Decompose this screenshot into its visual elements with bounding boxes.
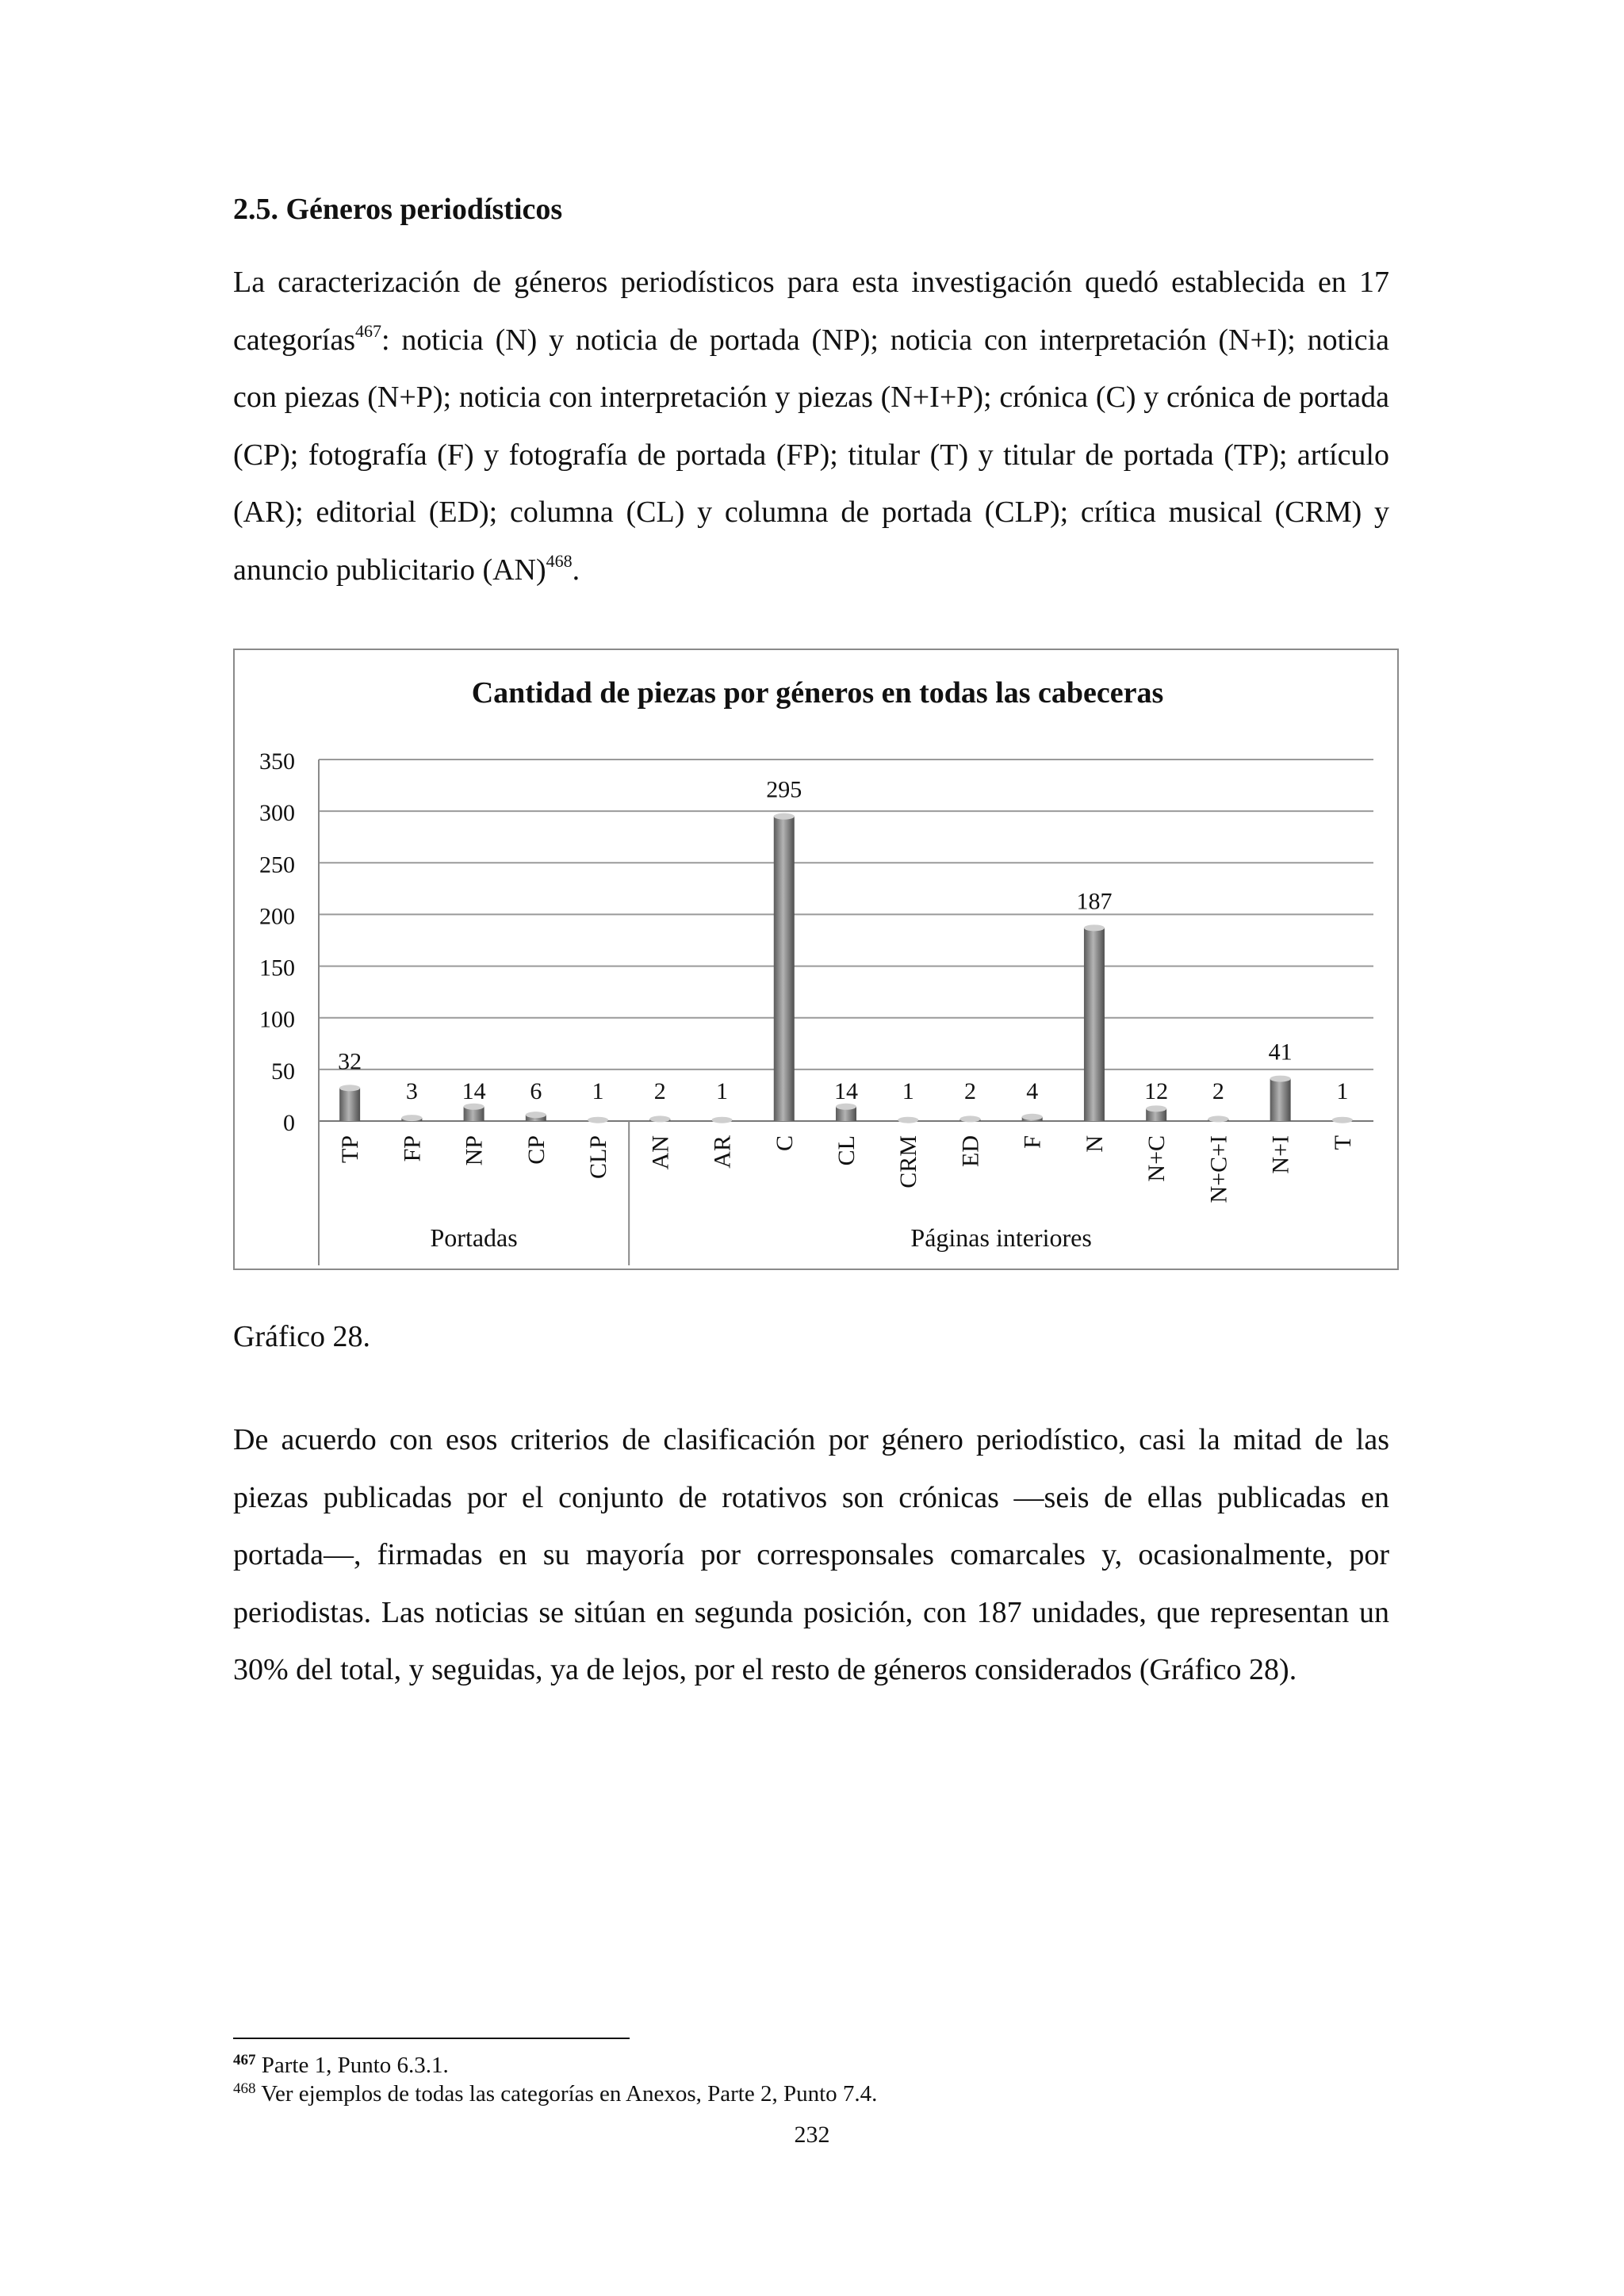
y-tick-label: 150: [259, 955, 295, 982]
footnote-number: 468: [233, 2080, 256, 2097]
category-label: N+I: [1267, 1135, 1294, 1174]
category-label: T: [1329, 1135, 1356, 1150]
data-label: 14: [462, 1078, 486, 1104]
category-label: ED: [957, 1135, 984, 1167]
bar-TP: [339, 1088, 360, 1121]
bar-chart-svg: [235, 650, 1400, 1272]
bar-cap: [588, 1117, 608, 1123]
data-label: 1: [592, 1078, 604, 1104]
category-label: N+C: [1143, 1135, 1170, 1182]
bar-N+I: [1270, 1079, 1291, 1121]
y-tick-label: 200: [259, 903, 295, 930]
footnote-number: 467: [233, 2052, 256, 2068]
category-label: CP: [523, 1135, 550, 1165]
bar-cap: [1332, 1117, 1353, 1123]
bar-cap: [898, 1117, 918, 1123]
analysis-paragraph: De acuerdo con esos criterios de clasificación por género periodístico, casi la mitad de las piezas publicadas por el conjunto de rotativos son crónicas —seis de ellas publicadas en portada—, firmadas en su mayoría por corresponsales comarcales y, ocasionalmente, por periodistas. Las noticias se sitúan en segunda posición, con 187 unidades, que representan un 30% del total, y seguidas, ya de lejos, por el resto de géneros considerados (Gráfico 28).: [233, 1423, 1389, 1686]
data-label: 14: [834, 1078, 858, 1104]
bar-N: [1084, 928, 1105, 1121]
footnote-ref-468[interactable]: 468: [546, 550, 573, 571]
category-label: C: [771, 1135, 798, 1152]
data-label: 187: [1076, 888, 1113, 915]
data-label: 295: [766, 776, 802, 803]
footnote-separator: [233, 2038, 630, 2039]
y-tick-label: 300: [259, 800, 295, 827]
bar-cap: [712, 1117, 733, 1123]
data-label: 4: [1026, 1078, 1039, 1104]
category-label: N: [1081, 1135, 1108, 1153]
footnote-text: Parte 1, Punto 6.3.1.: [255, 2053, 449, 2078]
bar-cap: [1084, 924, 1105, 931]
data-label: 2: [653, 1078, 666, 1104]
footnote-467: [233, 2052, 449, 2079]
data-label: 3: [405, 1078, 418, 1104]
category-label: FP: [399, 1135, 426, 1162]
bar-chart: [233, 649, 1399, 1270]
page-number: 232: [794, 2122, 830, 2148]
data-label: 6: [530, 1078, 542, 1104]
group-label: Páginas interiores: [910, 1223, 1092, 1252]
y-tick-label: 350: [259, 748, 295, 775]
section-heading: 2.5. Géneros periodísticos: [233, 193, 563, 226]
category-label: TP: [337, 1135, 364, 1164]
category-label: AN: [647, 1135, 674, 1170]
data-label: 1: [716, 1078, 729, 1104]
y-tick-label: 50: [271, 1058, 295, 1085]
footnote-ref-467[interactable]: 467: [355, 320, 382, 341]
group-label: Portadas: [430, 1223, 518, 1252]
y-tick-label: 0: [283, 1110, 295, 1136]
footnote-text: Ver ejemplos de todas las categorías en Anexos, Parte 2, Punto 7.4.: [255, 2081, 878, 2107]
chart-caption: Gráfico 28.: [233, 1320, 371, 1353]
bar-cap: [1022, 1114, 1043, 1120]
data-label: 41: [1268, 1039, 1293, 1066]
bar-cap: [649, 1115, 670, 1122]
intro-text-end: .: [572, 553, 580, 587]
footnote-468: [233, 2080, 877, 2107]
category-label: CLP: [585, 1135, 612, 1180]
intro-paragraph: [233, 254, 1389, 599]
data-label: 1: [902, 1078, 914, 1104]
intro-text: La caracterización de géneros periodísticos para esta investigación quedó establecida en 17 categorías: [233, 266, 1389, 357]
data-label: 32: [338, 1048, 362, 1075]
y-tick-label: 100: [259, 1006, 295, 1033]
bar-C: [774, 817, 795, 1121]
bar-cap: [1270, 1076, 1291, 1082]
category-label: CRM: [895, 1135, 922, 1188]
category-label: F: [1019, 1135, 1046, 1149]
bar-cap: [401, 1115, 422, 1121]
intro-text-continued: : noticia (N) y noticia de portada (NP); noticia con interpretación (N+I); noticia con piezas (N+P); noticia con interpretación y piezas (N+I+P); crónica (C) y crónica de portada (CP); fotografía (F) y fotografía de portada (FP); titular (T) y titular de portada (TP); artículo (AR); editorial (ED); columna (CL) y columna de portada (CLP); crítica musical (CRM) y anuncio publicitario (AN): [233, 323, 1389, 587]
data-label: 2: [963, 1078, 976, 1104]
data-label: 12: [1144, 1078, 1169, 1104]
bar-cap: [526, 1112, 546, 1118]
bar-cap: [1146, 1105, 1166, 1112]
bar-cap: [339, 1085, 360, 1091]
data-label: 2: [1212, 1078, 1224, 1104]
bar-cap: [774, 813, 795, 820]
category-label: N+C+I: [1205, 1135, 1232, 1203]
data-label: 1: [1336, 1078, 1349, 1104]
category-label: CL: [833, 1135, 860, 1166]
category-label: NP: [461, 1135, 488, 1166]
chart-title: Cantidad de piezas por géneros en todas las cabeceras: [471, 676, 1164, 710]
category-label: AR: [709, 1135, 736, 1169]
bar-cap: [959, 1115, 980, 1122]
y-tick-label: 250: [259, 851, 295, 878]
bar-cap: [1208, 1115, 1228, 1122]
